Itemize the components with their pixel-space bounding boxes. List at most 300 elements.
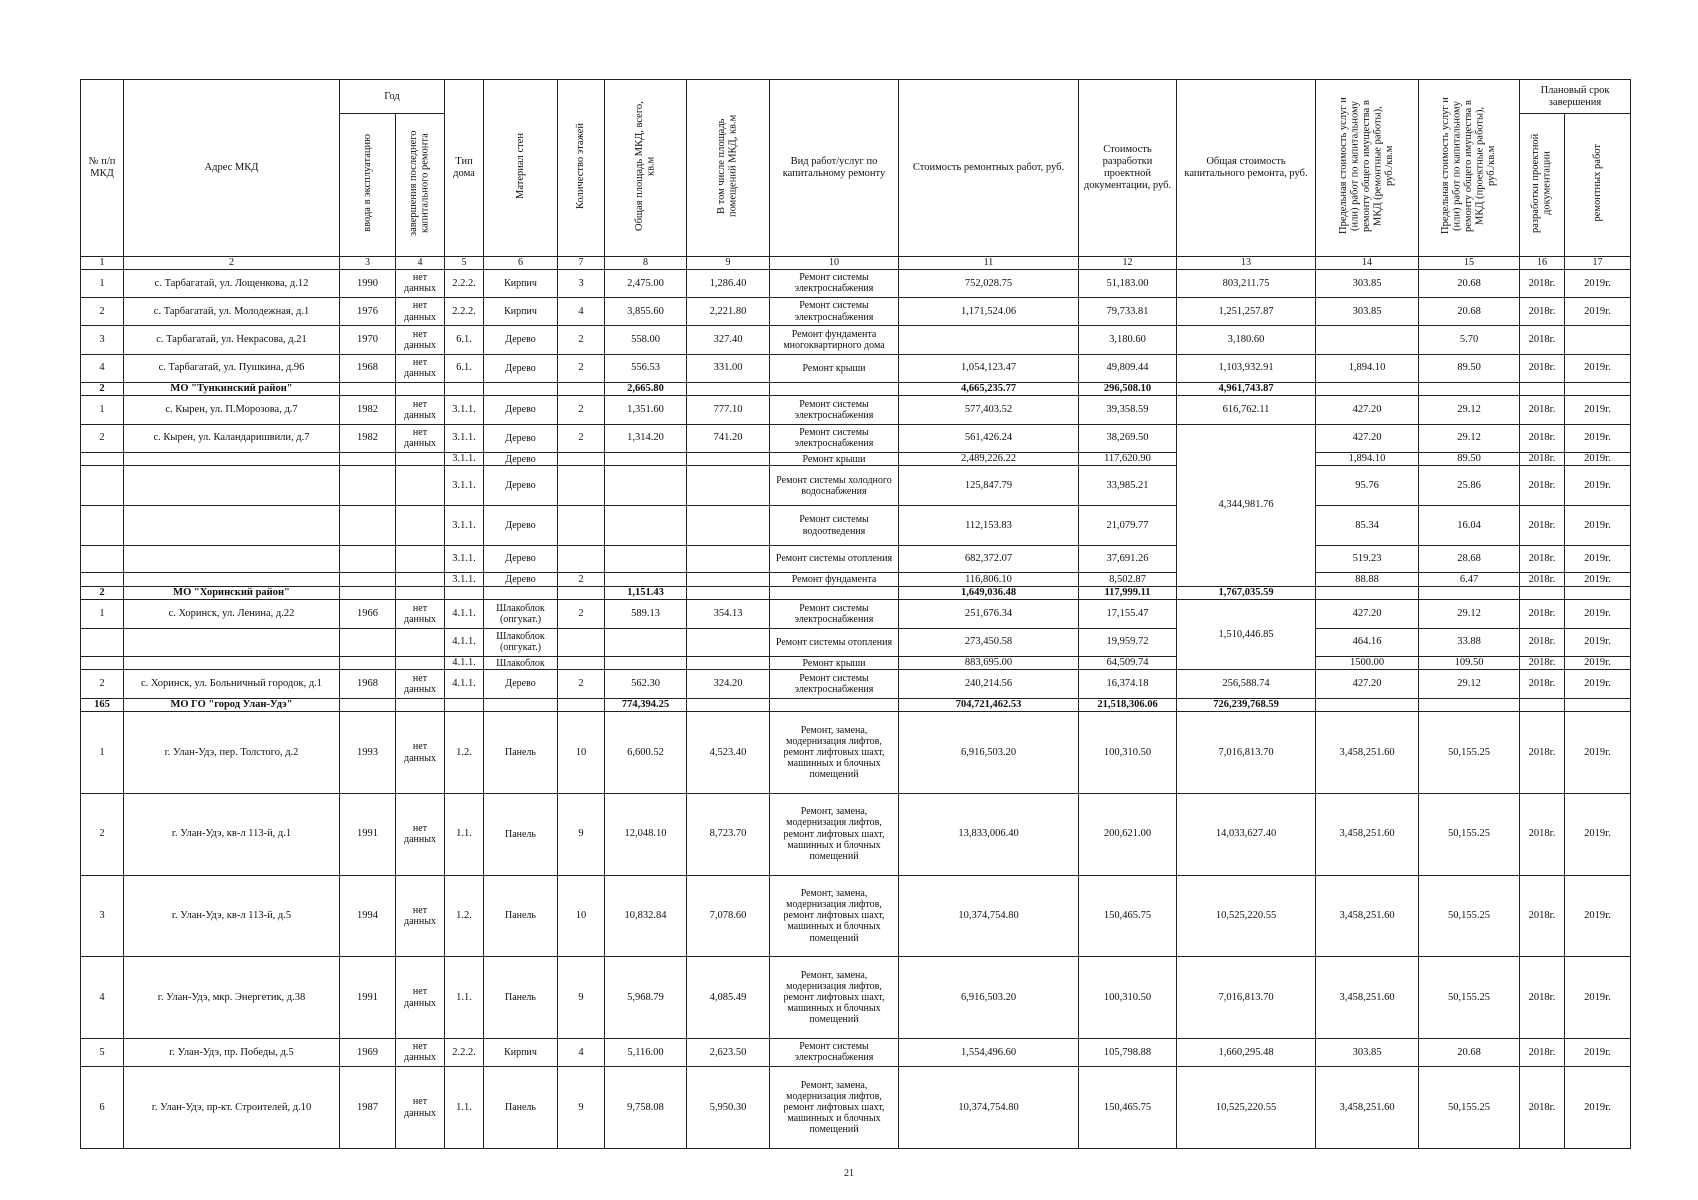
plan-repair: 2019г. — [1565, 396, 1631, 424]
work-type: Ремонт крыши — [770, 452, 899, 466]
total-cost: 1,251,257.87 — [1177, 298, 1316, 326]
plan-repair: 2019г. — [1565, 656, 1631, 670]
limit-design: 20.68 — [1419, 298, 1520, 326]
total-cost: 7,016,813.70 — [1177, 957, 1316, 1039]
floors — [558, 656, 605, 670]
year-last-repair: нет данных — [396, 354, 445, 382]
header-year-commission-text: ввода в эксплуатацию — [361, 134, 373, 232]
plan-design: 2018г. — [1520, 466, 1565, 506]
header-limit-repair — [1316, 80, 1419, 257]
plan-repair: 2019г. — [1565, 670, 1631, 698]
house-row — [81, 1067, 1631, 1149]
design-cost: 117,620.90 — [1079, 452, 1177, 466]
empty-cell — [770, 586, 899, 600]
row-num: 2 — [81, 670, 124, 698]
year-last-repair: нет данных — [396, 424, 445, 452]
header-area-premises-text: В том числе площадь помещений МКД, кв.м — [716, 114, 739, 218]
floors — [558, 466, 605, 506]
work-type: Ремонт системы электроснабжения — [770, 269, 899, 297]
repair-program-table — [80, 79, 1631, 1149]
repair-cost: 10,374,754.80 — [899, 1067, 1079, 1149]
year-commission: 1976 — [340, 298, 396, 326]
limit-design: 20.68 — [1419, 269, 1520, 297]
empty-cell — [124, 656, 340, 670]
repair-cost: 577,403.52 — [899, 396, 1079, 424]
area-total: 558.00 — [605, 326, 687, 354]
design-cost: 21,518,306.06 — [1079, 698, 1177, 712]
floors — [558, 545, 605, 572]
area-premises: 331.00 — [687, 354, 770, 382]
row-num: 2 — [81, 793, 124, 875]
work-type: Ремонт системы электроснабжения — [770, 1038, 899, 1066]
subtotal-row — [81, 698, 1631, 712]
empty-cell — [558, 382, 605, 396]
design-cost: 19,959.72 — [1079, 628, 1177, 656]
header-plan-repair-text: ремонтных работ — [1591, 144, 1603, 222]
design-cost: 17,155.47 — [1079, 600, 1177, 628]
header-num: № п/п МКД — [81, 80, 124, 257]
design-cost: 38,269.50 — [1079, 424, 1177, 452]
plan-design: 2018г. — [1520, 628, 1565, 656]
area-premises — [687, 452, 770, 466]
wall-material: Шлакоблок — [484, 656, 558, 670]
plan-design: 2018г. — [1520, 452, 1565, 466]
empty-cell — [1520, 586, 1565, 600]
wall-material: Панель — [484, 793, 558, 875]
plan-design: 2018г. — [1520, 712, 1565, 794]
area-premises — [687, 506, 770, 546]
limit-repair: 95.76 — [1316, 466, 1419, 506]
house-row — [81, 269, 1631, 297]
limit-design: 29.12 — [1419, 396, 1520, 424]
house-address: с. Тарбагатай, ул. Некрасова, д.21 — [124, 326, 340, 354]
limit-design: 29.12 — [1419, 424, 1520, 452]
area-premises: 8,723.70 — [687, 793, 770, 875]
limit-design: 50,155.25 — [1419, 712, 1520, 794]
plan-design: 2018г. — [1520, 1067, 1565, 1149]
plan-design: 2018г. — [1520, 957, 1565, 1039]
plan-repair: 2019г. — [1565, 875, 1631, 957]
work-type: Ремонт, замена, модернизация лифтов, ремонт лифтовых шахт, машинных и блочных помещений — [770, 875, 899, 957]
house-type: 6.1. — [445, 354, 484, 382]
year-last-repair: нет данных — [396, 793, 445, 875]
plan-design: 2018г. — [1520, 326, 1565, 354]
work-type: Ремонт системы электроснабжения — [770, 396, 899, 424]
house-address: г. Улан-Удэ, кв-л 113-й, д.1 — [124, 793, 340, 875]
limit-repair: 3,458,251.60 — [1316, 875, 1419, 957]
empty-cell — [1565, 382, 1631, 396]
year-last-repair: нет данных — [396, 712, 445, 794]
year-last-repair: нет данных — [396, 326, 445, 354]
col-number: 1 — [81, 256, 124, 269]
house-subrow — [81, 573, 1631, 587]
area-total — [605, 545, 687, 572]
repair-cost: 125,847.79 — [899, 466, 1079, 506]
wall-material: Дерево — [484, 466, 558, 506]
row-num: 6 — [81, 1067, 124, 1149]
limit-repair: 85.34 — [1316, 506, 1419, 546]
empty-cell — [1520, 382, 1565, 396]
limit-design: 89.50 — [1419, 354, 1520, 382]
repair-cost: 6,916,503.20 — [899, 712, 1079, 794]
design-cost: 100,310.50 — [1079, 712, 1177, 794]
house-type: 3.1.1. — [445, 466, 484, 506]
area-premises: 1,286.40 — [687, 269, 770, 297]
house-row — [81, 957, 1631, 1039]
work-type: Ремонт системы электроснабжения — [770, 670, 899, 698]
repair-cost: 704,721,462.53 — [899, 698, 1079, 712]
wall-material: Кирпич — [484, 1038, 558, 1066]
col-number: 11 — [899, 256, 1079, 269]
limit-design: 33.88 — [1419, 628, 1520, 656]
house-address: с. Тарбагатай, ул. Молодежная, д.1 — [124, 298, 340, 326]
total-cost: 10,525,220.55 — [1177, 875, 1316, 957]
year-commission: 1982 — [340, 424, 396, 452]
empty-cell — [1419, 382, 1520, 396]
limit-repair: 427.20 — [1316, 600, 1419, 628]
empty-cell — [484, 382, 558, 396]
work-type: Ремонт фундамента многоквартирного дома — [770, 326, 899, 354]
empty-cell — [396, 698, 445, 712]
empty-cell — [81, 452, 124, 466]
work-type: Ремонт системы электроснабжения — [770, 600, 899, 628]
floors: 2 — [558, 354, 605, 382]
house-row — [81, 712, 1631, 794]
floors: 2 — [558, 396, 605, 424]
empty-cell — [1419, 698, 1520, 712]
row-num: 1 — [81, 396, 124, 424]
col-number: 3 — [340, 256, 396, 269]
design-cost: 49,809.44 — [1079, 354, 1177, 382]
col-number: 16 — [1520, 256, 1565, 269]
row-num: 3 — [81, 326, 124, 354]
area-total: 12,048.10 — [605, 793, 687, 875]
work-type: Ремонт крыши — [770, 656, 899, 670]
column-number-row — [81, 256, 1631, 269]
wall-material: Шлакоблок (опгукат.) — [484, 600, 558, 628]
area-premises: 354.13 — [687, 600, 770, 628]
repair-cost: 1,554,496.60 — [899, 1038, 1079, 1066]
limit-design: 5.70 — [1419, 326, 1520, 354]
house-address: г. Улан-Удэ, пр-кт. Строителей, д.10 — [124, 1067, 340, 1149]
design-cost: 296,508.10 — [1079, 382, 1177, 396]
house-type: 3.1.1. — [445, 545, 484, 572]
district-name: МО "Тункинский район" — [124, 382, 340, 396]
row-num: 2 — [81, 298, 124, 326]
limit-design: 50,155.25 — [1419, 793, 1520, 875]
plan-design: 2018г. — [1520, 670, 1565, 698]
header-plan-repair — [1565, 114, 1631, 257]
subtotal-row — [81, 382, 1631, 396]
empty-cell — [445, 698, 484, 712]
limit-repair: 427.20 — [1316, 396, 1419, 424]
col-number: 2 — [124, 256, 340, 269]
plan-repair: 2019г. — [1565, 466, 1631, 506]
area-premises: 5,950.30 — [687, 1067, 770, 1149]
wall-material: Дерево — [484, 670, 558, 698]
header-house-type: Тип дома — [445, 80, 484, 257]
empty-cell — [81, 628, 124, 656]
area-premises: 777.10 — [687, 396, 770, 424]
empty-cell — [687, 586, 770, 600]
limit-design: 16.04 — [1419, 506, 1520, 546]
limit-design: 20.68 — [1419, 1038, 1520, 1066]
empty-cell — [81, 656, 124, 670]
header-design-cost: Стоимость разработки проектной документации, руб. — [1079, 80, 1177, 257]
header-area-total-text: Общая площадь МКД, всего, кв.м — [633, 101, 657, 231]
limit-design: 25.86 — [1419, 466, 1520, 506]
header-wall-material — [484, 80, 558, 257]
total-cost: 1,660,295.48 — [1177, 1038, 1316, 1066]
empty-cell — [445, 382, 484, 396]
wall-material: Дерево — [484, 506, 558, 546]
empty-cell — [1565, 586, 1631, 600]
row-num: 2 — [81, 382, 124, 396]
district-name: МО "Хоринский район" — [124, 586, 340, 600]
row-num: 165 — [81, 698, 124, 712]
plan-design: 2018г. — [1520, 298, 1565, 326]
empty-cell — [340, 628, 396, 656]
work-type: Ремонт системы отопления — [770, 545, 899, 572]
work-type: Ремонт системы водоотведения — [770, 506, 899, 546]
house-type: 4.1.1. — [445, 656, 484, 670]
plan-design: 2018г. — [1520, 269, 1565, 297]
design-cost: 105,798.88 — [1079, 1038, 1177, 1066]
repair-cost: 10,374,754.80 — [899, 875, 1079, 957]
limit-design: 109.50 — [1419, 656, 1520, 670]
design-cost: 51,183.00 — [1079, 269, 1177, 297]
area-total: 562.30 — [605, 670, 687, 698]
house-type: 1.2. — [445, 875, 484, 957]
year-last-repair: нет данных — [396, 670, 445, 698]
empty-cell — [770, 382, 899, 396]
empty-cell — [340, 698, 396, 712]
floors: 2 — [558, 424, 605, 452]
repair-cost: 561,426.24 — [899, 424, 1079, 452]
house-type: 3.1.1. — [445, 424, 484, 452]
floors: 3 — [558, 269, 605, 297]
area-premises — [687, 573, 770, 587]
total-cost: 256,588.74 — [1177, 670, 1316, 698]
house-type: 4.1.1. — [445, 670, 484, 698]
header-area-total — [605, 80, 687, 257]
house-type: 3.1.1. — [445, 506, 484, 546]
wall-material: Дерево — [484, 452, 558, 466]
plan-repair: 2019г. — [1565, 506, 1631, 546]
area-total — [605, 466, 687, 506]
floors: 10 — [558, 875, 605, 957]
house-subrow — [81, 452, 1631, 466]
row-num: 2 — [81, 424, 124, 452]
row-num: 4 — [81, 957, 124, 1039]
total-cost: 14,033,627.40 — [1177, 793, 1316, 875]
area-total: 774,394.25 — [605, 698, 687, 712]
year-commission: 1987 — [340, 1067, 396, 1149]
year-commission: 1993 — [340, 712, 396, 794]
area-total: 2,665.80 — [605, 382, 687, 396]
design-cost: 100,310.50 — [1079, 957, 1177, 1039]
col-number: 17 — [1565, 256, 1631, 269]
plan-repair: 2019г. — [1565, 354, 1631, 382]
house-row — [81, 354, 1631, 382]
empty-cell — [81, 466, 124, 506]
design-cost: 64,509.74 — [1079, 656, 1177, 670]
col-number: 7 — [558, 256, 605, 269]
total-cost: 726,239,768.59 — [1177, 698, 1316, 712]
empty-cell — [1316, 382, 1419, 396]
work-type: Ремонт, замена, модернизация лифтов, ремонт лифтовых шахт, машинных и блочных помещений — [770, 712, 899, 794]
area-premises — [687, 466, 770, 506]
empty-cell — [484, 586, 558, 600]
header-work-type: Вид работ/услуг по капитальному ремонту — [770, 80, 899, 257]
header-plan-design-text: разработки проектной документации — [1530, 133, 1553, 233]
col-number: 4 — [396, 256, 445, 269]
limit-repair: 3,458,251.60 — [1316, 793, 1419, 875]
year-last-repair: нет данных — [396, 600, 445, 628]
total-cost: 7,016,813.70 — [1177, 712, 1316, 794]
limit-repair: 3,458,251.60 — [1316, 1067, 1419, 1149]
design-cost: 16,374.18 — [1079, 670, 1177, 698]
area-premises — [687, 628, 770, 656]
plan-repair: 2019г. — [1565, 298, 1631, 326]
col-number: 8 — [605, 256, 687, 269]
wall-material: Панель — [484, 1067, 558, 1149]
empty-cell — [340, 656, 396, 670]
house-row — [81, 670, 1631, 698]
plan-design: 2018г. — [1520, 506, 1565, 546]
empty-cell — [340, 452, 396, 466]
house-row — [81, 298, 1631, 326]
house-row — [81, 326, 1631, 354]
header-total-cost: Общая стоимость капитального ремонта, руб. — [1177, 80, 1316, 257]
area-premises: 7,078.60 — [687, 875, 770, 957]
wall-material: Кирпич — [484, 269, 558, 297]
empty-cell — [558, 698, 605, 712]
house-row — [81, 424, 1631, 452]
limit-repair: 303.85 — [1316, 298, 1419, 326]
total-cost: 1,103,932.91 — [1177, 354, 1316, 382]
year-commission: 1991 — [340, 957, 396, 1039]
limit-design: 29.12 — [1419, 670, 1520, 698]
repair-cost: 116,806.10 — [899, 573, 1079, 587]
empty-cell — [396, 586, 445, 600]
empty-cell — [396, 628, 445, 656]
empty-cell — [396, 382, 445, 396]
wall-material: Панель — [484, 957, 558, 1039]
area-total: 556.53 — [605, 354, 687, 382]
area-total — [605, 452, 687, 466]
empty-cell — [687, 382, 770, 396]
total-cost: 803,211.75 — [1177, 269, 1316, 297]
design-cost: 150,465.75 — [1079, 875, 1177, 957]
empty-cell — [396, 656, 445, 670]
plan-design: 2018г. — [1520, 573, 1565, 587]
plan-repair: 2019г. — [1565, 793, 1631, 875]
year-commission: 1968 — [340, 354, 396, 382]
floors: 9 — [558, 957, 605, 1039]
year-last-repair: нет данных — [396, 298, 445, 326]
plan-repair: 2019г. — [1565, 1038, 1631, 1066]
year-commission: 1966 — [340, 600, 396, 628]
row-num: 4 — [81, 354, 124, 382]
limit-repair: 303.85 — [1316, 269, 1419, 297]
district-name: МО ГО "город Улан-Удэ" — [124, 698, 340, 712]
repair-cost: 2,489,226.22 — [899, 452, 1079, 466]
wall-material: Панель — [484, 875, 558, 957]
floors: 2 — [558, 326, 605, 354]
col-number: 12 — [1079, 256, 1177, 269]
floors: 4 — [558, 1038, 605, 1066]
empty-cell — [396, 545, 445, 572]
limit-repair: 519.23 — [1316, 545, 1419, 572]
repair-cost: 682,372.07 — [899, 545, 1079, 572]
repair-cost — [899, 326, 1079, 354]
house-address: г. Улан-Удэ, кв-л 113-й, д.5 — [124, 875, 340, 957]
limit-design: 6.47 — [1419, 573, 1520, 587]
house-address: с. Хоринск, ул. Больничный городок, д.1 — [124, 670, 340, 698]
area-premises: 327.40 — [687, 326, 770, 354]
limit-repair: 1500.00 — [1316, 656, 1419, 670]
repair-cost: 1,649,036.48 — [899, 586, 1079, 600]
header-limit-design-text: Предельная стоимость услуг и (или) работ по капитальному ремонту общего имущества в МКД (проектные работы), руб./кв.м — [1440, 97, 1498, 235]
area-total: 589.13 — [605, 600, 687, 628]
area-total: 2,475.00 — [605, 269, 687, 297]
page-number: 21 — [844, 1168, 854, 1179]
year-last-repair: нет данных — [396, 269, 445, 297]
year-commission: 1990 — [340, 269, 396, 297]
house-type: 2.2.2. — [445, 269, 484, 297]
year-commission: 1991 — [340, 793, 396, 875]
work-type: Ремонт фундамента — [770, 573, 899, 587]
work-type: Ремонт, замена, модернизация лифтов, ремонт лифтовых шахт, машинных и блочных помещений — [770, 793, 899, 875]
house-subrow — [81, 656, 1631, 670]
floors: 2 — [558, 600, 605, 628]
plan-repair: 2019г. — [1565, 1067, 1631, 1149]
row-num: 1 — [81, 269, 124, 297]
empty-cell — [396, 573, 445, 587]
area-total — [605, 656, 687, 670]
empty-cell — [1520, 698, 1565, 712]
empty-cell — [81, 573, 124, 587]
wall-material: Дерево — [484, 326, 558, 354]
total-cost: 1,510,446.85 — [1177, 600, 1316, 670]
area-total: 1,151.43 — [605, 586, 687, 600]
house-address: г. Улан-Удэ, мкр. Энергетик, д.38 — [124, 957, 340, 1039]
plan-design: 2018г. — [1520, 545, 1565, 572]
header-wall-material-text: Материал стен — [514, 133, 526, 199]
limit-repair — [1316, 326, 1419, 354]
col-number: 14 — [1316, 256, 1419, 269]
header-plan-group: Плановый срок завершения — [1520, 80, 1631, 114]
area-premises: 2,623.50 — [687, 1038, 770, 1066]
work-type: Ремонт системы холодного водоснабжения — [770, 466, 899, 506]
repair-cost: 273,450.58 — [899, 628, 1079, 656]
empty-cell — [770, 698, 899, 712]
empty-cell — [340, 382, 396, 396]
floors: 2 — [558, 573, 605, 587]
empty-cell — [340, 586, 396, 600]
design-cost: 8,502.87 — [1079, 573, 1177, 587]
empty-cell — [340, 466, 396, 506]
empty-cell — [124, 506, 340, 546]
year-last-repair: нет данных — [396, 957, 445, 1039]
floors: 2 — [558, 670, 605, 698]
plan-repair: 2019г. — [1565, 600, 1631, 628]
area-premises: 4,523.40 — [687, 712, 770, 794]
floors — [558, 506, 605, 546]
plan-design: 2018г. — [1520, 1038, 1565, 1066]
area-total: 5,116.00 — [605, 1038, 687, 1066]
